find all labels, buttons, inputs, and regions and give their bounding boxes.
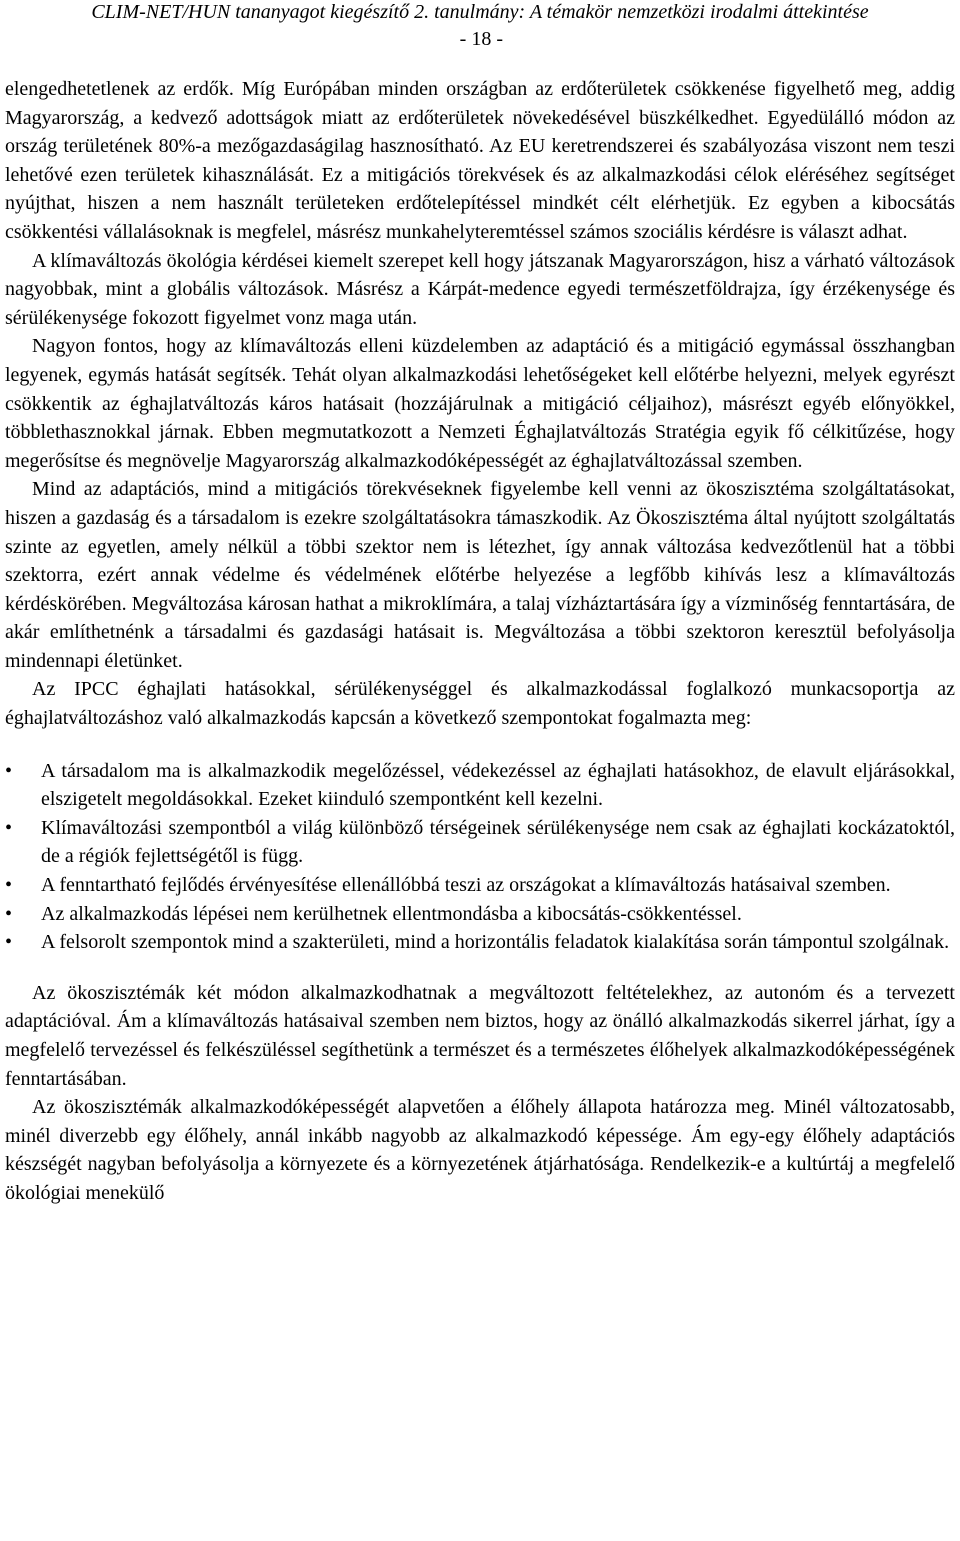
running-header: CLIM-NET/HUN tananyagot kiegészítő 2. tanulmány: A témakör nemzetközi irodalmi áttekintése: [91, 1, 869, 23]
bullet-icon: •: [5, 902, 13, 925]
list-item-text: A fenntartható fejlődés érvényesítése ellenállóbbá teszi az országokat a klímaváltozás hatásaival szemben.: [41, 874, 891, 897]
list-item: [5, 757, 955, 814]
list-item: [5, 814, 955, 871]
bullet-icon: •: [5, 759, 13, 782]
list-item: [5, 928, 955, 957]
paragraph: elengedhetetlenek az erdők. Míg Európában minden országban az erdőterületek csökkenése figyelhető meg, addig Magyarország, a kedvező adottságok miatt az erdőterületek növekedésével büszkélkedhet. Egyedülálló módon az ország területének 80%-a mezőgazdaságilag hasznosítható. Az EU keretrendszerei és szabályozása viszont nem teszi lehetővé ezen területek kihasználását. Ez a mitigációs törekvések és az alkalmazkodási célok eléréséhez segítséget nyújthat, hiszen a nem használt területeken erdőtelepítéssel mindkét célt elérhetjük. Ez egyben a kibocsátás csökkentési vállalásoknak is megfelel, másrész munkahelyteremtéssel számos szociális kérdésre is választ adhat.: [5, 78, 955, 243]
bullet-icon: •: [5, 816, 13, 839]
paragraph: Az ökoszisztémák alkalmazkodóképességét alapvetően a élőhely állapota határozza meg. Minél változatosabb, minél diverzebb egy élőhely, annál inkább nagyobb az alkalmazkodó képessége. Ám egy-egy élőhely adaptációs készségét nagyban befolyásolja a környezete és a környezetének átjárhatósága. Rendelkezik-e a kultúrtáj a megfelelő ökológiai menekülő: [5, 1096, 955, 1204]
bullet-list: [5, 757, 955, 957]
page-number: - 18 -: [459, 28, 503, 50]
paragraph: A klímaváltozás ökológia kérdései kiemelt szerepet kell hogy játszanak Magyarországon, hisz a várható változások nagyobbak, mint a globális változások. Másrész a Kárpát-medence egyedi természetföldrajza, így érzékenysége és sérülékenysége fokozott figyelmet vonz maga után.: [5, 249, 955, 329]
list-item-text: A társadalom ma is alkalmazkodik megelőzéssel, védekezéssel az éghajlati hatásokhoz, de elavult eljárásokkal, elszigetelt megoldásokkal. Ezeket kiinduló szempontként kell kezelni.: [41, 759, 955, 811]
list-item-text: Klímaváltozási szempontból a világ különböző térségeinek sérülékenysége nem csak az éghajlati kockázatoktól, de a régiók fejlettségétől is függ.: [41, 816, 955, 868]
paragraph: Mind az adaptációs, mind a mitigációs törekvéseknek figyelembe kell venni az ökoszisztéma szolgáltatásokat, hiszen a gazdaság és a társadalom is ezekre szolgáltatásokra támaszkodik. Az Ökoszisztéma által nyújtott szolgáltatás szinte az egyetlen, amely nélkül a többi szektor nem is létezhet, így annak változása kedvezőtlenül hat a többi szektorra, ezért annak védelme és védelmének előtérbe helyezése a legfőbb kihívás lesz a klímaváltozás kérdéskörében. Megváltozása károsan hathat a mikroklímára, a talaj vízháztartására így a vízminőség fenntartására, de akár említhetnénk a társadalmi és gazdasági hatásait is. Megváltozása a többi szektoron keresztül befolyásolja mindennapi életünket.: [5, 478, 955, 672]
bullet-icon: •: [5, 931, 13, 954]
document-body: [5, 75, 955, 1208]
paragraph: Az ökoszisztémák két módon alkalmazkodhatnak a megváltozott feltételekhez, az autonóm és a tervezett adaptációval. Ám a klímaváltozás hatásaival szemben nem biztos, hogy az önálló alkalmazkodás sikerrel járhat, így a megfelelő tervezéssel és felkészüléssel segíthetünk a természet és a természetes élőhelyek alkalmazkodóképességének fenntartásában.: [5, 981, 955, 1090]
list-item: [5, 900, 955, 929]
list-item: [5, 871, 955, 900]
list-item-text: A felsorolt szempontok mind a szakterületi, mind a horizontális feladatok kialakítása során támpontul szolgálnak.: [41, 931, 950, 954]
list-item-text: Az alkalmazkodás lépései nem kerülhetnek ellentmondásba a kibocsátás-csökkentéssel.: [41, 902, 742, 925]
bullet-icon: •: [5, 874, 13, 897]
paragraph: Az IPCC éghajlati hatásokkal, sérülékenységgel és alkalmazkodással foglalkozó munkacsoportja az éghajlatváltozáshoz való alkalmazkodás kapcsán a következő szempontokat fogalmazta meg:: [5, 678, 955, 730]
paragraph: Nagyon fontos, hogy az klímaváltozás elleni küzdelemben az adaptáció és a mitigáció egymással összhangban legyenek, egymás hatását segítsék. Tehát olyan alkalmazkodási lehetőségeket kell előtérbe helyezni, melyek egyrészt csökkentik az éghajlatváltozás káros hatásait (hozzájárulnak a mitigáció céljaihoz), másrészt egyéb előnyökkel, többlethasznokkal járnak. Ebben megmutatkozott a Nemzeti Éghajlatváltozás Stratégia egyik fő célkitűzése, hogy megerősítse és megnövelje Magyarország alkalmazkodóképességét az éghajlatváltozással szemben.: [5, 335, 955, 472]
